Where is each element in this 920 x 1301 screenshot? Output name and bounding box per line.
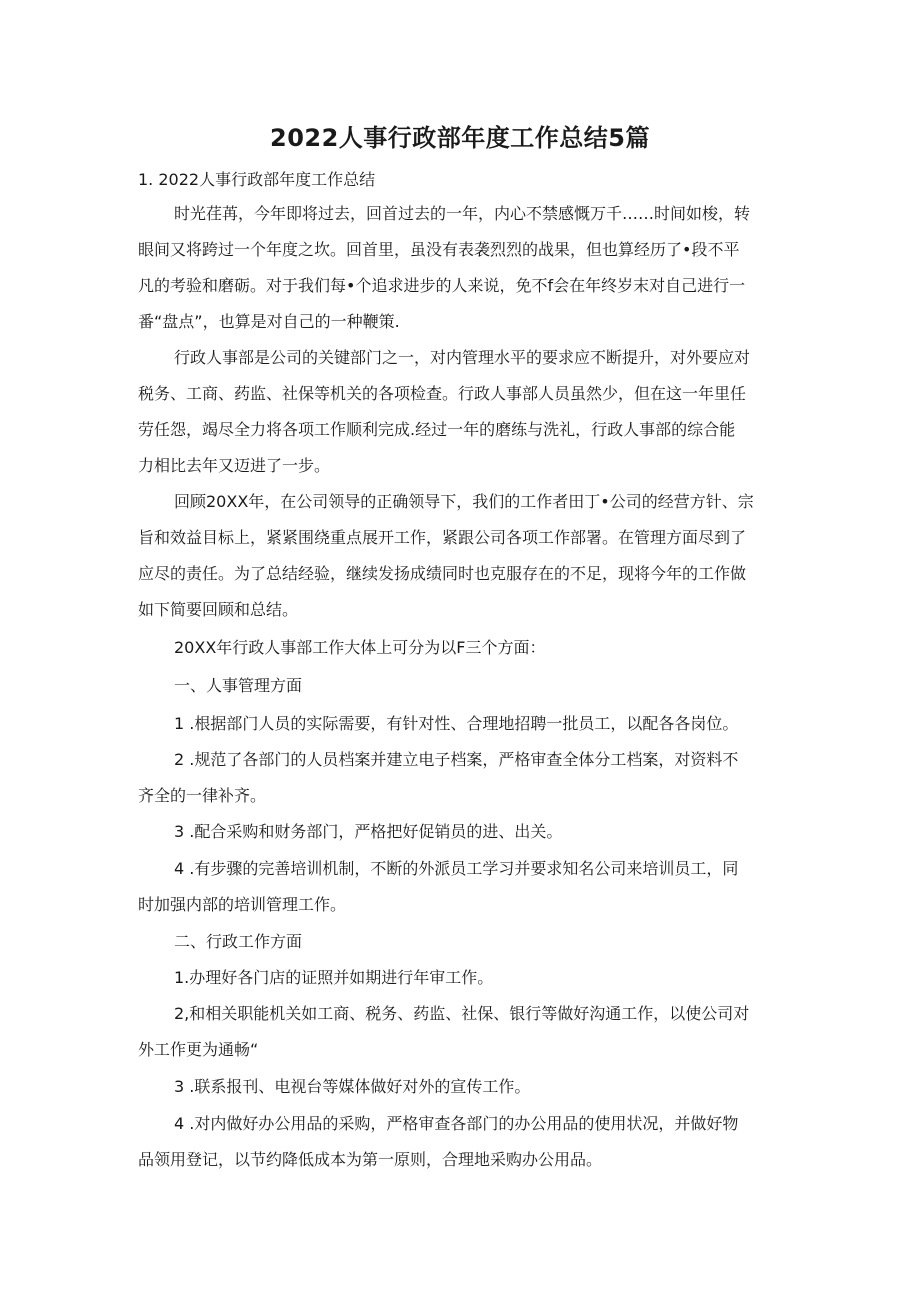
list-item: 1 .根据部门人员的实际需要，有针对性、合理地招聘一批员工，以配各各岗位。 (174, 714, 739, 733)
paragraph-line: 时光荏苒，今年即将过去，回首过去的一年，内心不禁感慨万千……时间如梭，转 (174, 204, 751, 223)
paragraph-line: 劳任怨，竭尽全力将各项工作顺利完成.经过一年的磨练与洗礼，行政人事部的综合能 (138, 420, 736, 439)
paragraph-line: 凡的考验和磨砺。对于我们每•个追求进步的人来说，免不f会在年终岁末对自己进行一 (138, 276, 746, 295)
paragraph-line: 如下简要回顾和总结。 (138, 600, 299, 619)
section-heading: 1. 2022人事行政部年度工作总结 (138, 170, 376, 189)
list-item-continuation: 品领用登记，以节约降低成本为第一原则，合理地采购办公用品。 (138, 1150, 603, 1169)
paragraph-line: 回顾20XX年，在公司领导的正确领导下，我们的工作者田丁•公司的经营方针、宗 (174, 492, 754, 511)
list-item: 3 .配合采购和财务部门，严格把好促销员的进、出关。 (174, 822, 563, 841)
list-item: 2 .规范了各部门的人员档案并建立电子档案，严格审查全体分工档案，对资料不 (174, 750, 739, 769)
paragraph-line: 行政人事部是公司的关键部门之一，对内管理水平的要求应不断提升，对外要应对 (174, 348, 751, 367)
subheading-admin: 二、行政工作方面 (174, 932, 303, 951)
document-title: 2022人事行政部年度工作总结5篇 (270, 124, 650, 152)
paragraph-line: 力相比去年又迈进了一步。 (138, 456, 331, 475)
paragraph-line: 20XX年行政人事部工作大体上可分为以F三个方面： (174, 638, 546, 657)
list-item-continuation: 齐全的一律补齐。 (138, 786, 267, 805)
list-item: 2,和相关职能机关如工商、税务、药监、社保、银行等做好沟通工作，以使公司对 (174, 1004, 750, 1023)
list-item: 3 .联系报刊、电视台等媒体做好对外的宣传工作。 (174, 1077, 531, 1096)
list-item-continuation: 时加强内部的培训管理工作。 (138, 895, 347, 914)
paragraph-line: 应尽的责任。为了总结经验，继续发扬成绩同时也克服存在的不足，现将今年的工作做 (138, 564, 747, 583)
paragraph-line: 税务、工商、药监、社保等机关的各项检查。行政人事部人员虽然少，但在这一年里任 (138, 384, 747, 403)
list-item: 4 .有步骤的完善培训机制，不断的外派员工学习并要求知名公司来培训员工，同 (174, 859, 739, 878)
paragraph-line: 眼间又将跨过一个年度之坎。回首里，虽没有表袭烈烈的战果，但也算经历了•段不平 (138, 240, 740, 259)
list-item: 1.办理好各门店的证照并如期进行年审工作。 (174, 968, 494, 987)
list-item: 4 .对内做好办公用品的采购，严格审查各部门的办公用品的使用状况，并做好物 (174, 1114, 739, 1133)
subheading-hr: 一、人事管理方面 (174, 676, 303, 695)
list-item-continuation: 外工作更为通畅“ (138, 1040, 259, 1059)
paragraph-line: 番“盘点”，也算是对自己的一种鞭策. (138, 312, 400, 331)
paragraph-line: 旨和效益目标上，紧紧围绕重点展开工作，紧跟公司各项工作部署。在管理方面尽到了 (138, 528, 747, 547)
